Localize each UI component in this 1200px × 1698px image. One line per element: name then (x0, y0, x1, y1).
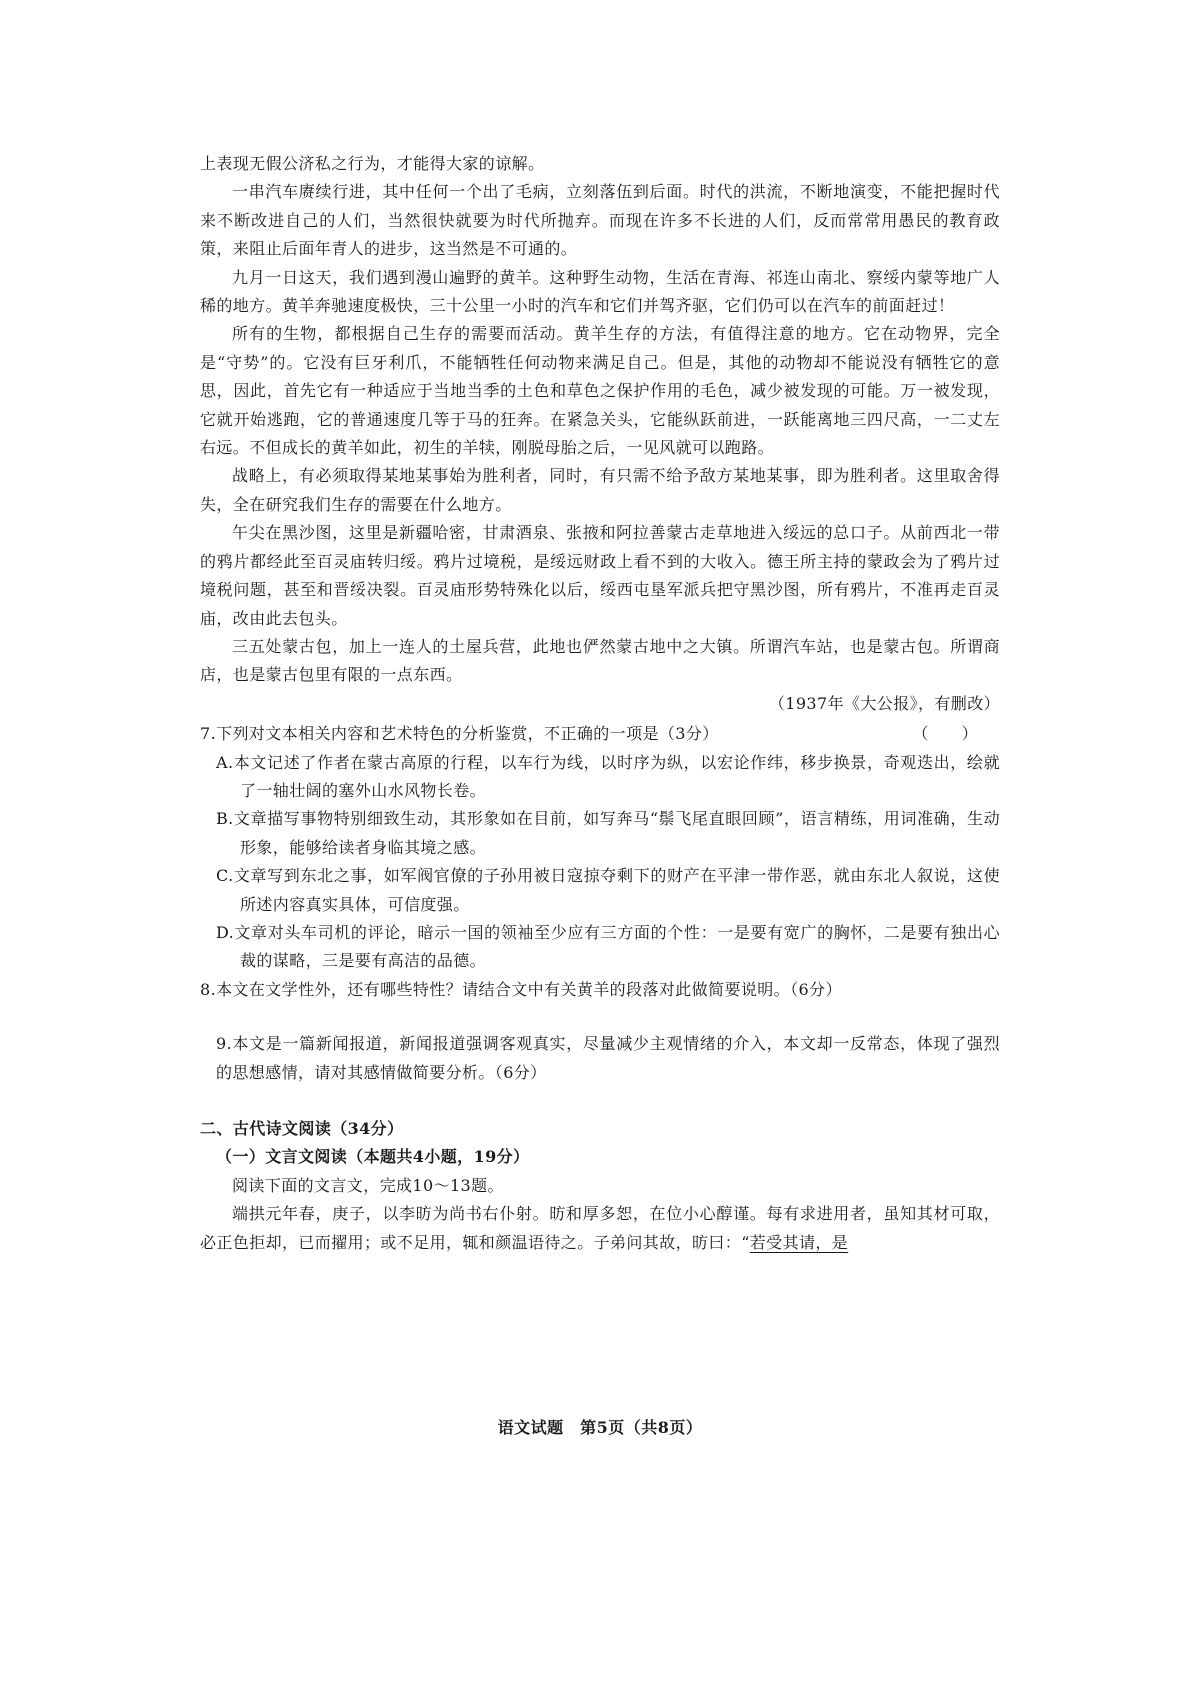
passage-paragraph-4: 所有的生物，都根据自己生存的需要而活动。黄羊生存的方法，有值得注意的地方。它在动物界，完全是“守势”的。它没有巨牙利爪，不能牺牲任何动物来满足自己。但是，其他的动物却不能说没有牺牲它的意思，因此，首先它有一种适应于当地当季的土色和草色之保护作用的毛色，减少被发现的可能。万一被发现，它就开始逃跑，它的普通速度几等于马的狂奔。在紧急关头，它能纵跃前进，一跃能离地三四尺高，一二丈左右远。不但成长的黄羊如此，初生的羊犊，刚脱母胎之后，一见风就可以跑路。 (200, 324, 1000, 458)
exam-page (200, 150, 1000, 1437)
classical-text-main: 端拱元年春，庚子，以李昉为尚书右仆射。昉和厚多恕，在位小心醇谨。每有求进用者，虽知其材可取，必正色拒却，已而擢用；或不足用，辄和颜温语待之。子弟问其故，昉曰：“ (200, 1204, 1000, 1252)
classical-text-underlined: 若受其请，是 (749, 1232, 849, 1252)
section-2-subtitle: （一）文言文阅读（本题共4小题，19分） (216, 1147, 530, 1167)
question-7-option-c: C.文章写到东北之事，如军阀官僚的子孙用被日寇掠夺剩下的财产在平津一带作恶，就由东北人叙说，这使所述内容真实具体，可信度强。 (216, 866, 1000, 914)
section-2-title: 二、古代诗文阅读（34分） (200, 1119, 404, 1138)
passage-source: （1937年《大公报》，有删改） (768, 693, 1000, 713)
passage-paragraph-5: 战略上，有必须取得某地某事始为胜利者，同时，有只需不给予敌方某地某事，即为胜利者。这里取舍得失，全在研究我们生存的需要在什么地方。 (200, 466, 1000, 514)
section-2-instruction: 阅读下面的文言文，完成10～13题。 (232, 1175, 504, 1195)
passage-paragraph-1: 上表现无假公济私之行为，才能得大家的谅解。 (200, 154, 545, 173)
question-7-text: 7.下列对文本相关内容和艺术特色的分析鉴赏，不正确的一项是（3分） (200, 724, 719, 744)
question-8: 8.本文在文学性外，还有哪些特性？请结合文中有关黄羊的段落对此做简要说明。（6分） (200, 979, 842, 999)
question-7-option-d: D.文章对头车司机的评论，暗示一国的领袖至少应有三方面的个性：一是要有宽广的胸怀，二是要有独出心裁的谋略，三是要有高洁的品德。 (216, 922, 1000, 971)
question-7-option-b: B.文章描写事物特别细致生动，其形象如在目前，如写奔马“鬃飞尾直眼回顾”，语言精练，用词准确，生动形象，能够给读者身临其境之感。 (216, 809, 1000, 857)
answer-blank: （ ） (912, 724, 978, 744)
page-footer: 语文试题 第5页（共8页） (497, 1418, 703, 1437)
passage-paragraph-6: 午尖在黑沙图，这里是新疆哈密，甘肃酒泉、张掖和阿拉善蒙古走草地进入绥远的总口子。从前西北一带的鸦片都经此至百灵庙转归绥。鸦片过境税，是绥远财政上看不到的大收入。德王所主持的蒙政会为了鸦片过境税问题，甚至和晋绥决裂。百灵庙形势特殊化以后，绥西屯垦军派兵把守黑沙图，所有鸦片，不准再走百灵庙，改由此去包头。 (200, 523, 1000, 628)
passage-paragraph-3: 九月一日这天，我们遇到漫山遍野的黄羊。这种野生动物，生活在青海、祁连山南北、察绥内蒙等地广人稀的地方。黄羊奔驰速度极快，三十公里一小时的汽车和它们并驾齐驱，它们仍可以在汽车的前面赶过！ (200, 267, 1000, 316)
question-7-stem (200, 720, 1000, 748)
passage-paragraph-2: 一串汽车赓续行进，其中任何一个出了毛病，立刻落伍到后面。时代的洪流，不断地演变，不能把握时代来不断改进自己的人们，当然很快就要为时代所抛弃。而现在许多不长进的人们，反而常常用愚民的教育政策，来阻止后面年青人的进步，这当然是不可通的。 (200, 182, 1000, 259)
passage-paragraph-7: 三五处蒙古包，加上一连人的土屋兵营，此地也俨然蒙古地中之大镇。所谓汽车站，也是蒙古包。所谓商店，也是蒙古包里有限的一点东西。 (200, 636, 1000, 685)
classical-text (200, 1200, 1000, 1257)
question-9: 9.本文是一篇新闻报道，新闻报道强调客观真实，尽量减少主观情绪的介入，本文却一反常态，体现了强烈的思想感情，请对其感情做简要分析。（6分） (216, 1034, 1000, 1082)
question-7-option-a: A.本文记述了作者在蒙古高原的行程，以车行为线，以时序为纵，以宏论作纬，移步换景，奇观迭出，绘就了一轴壮阔的塞外山水风物长卷。 (216, 752, 1000, 800)
